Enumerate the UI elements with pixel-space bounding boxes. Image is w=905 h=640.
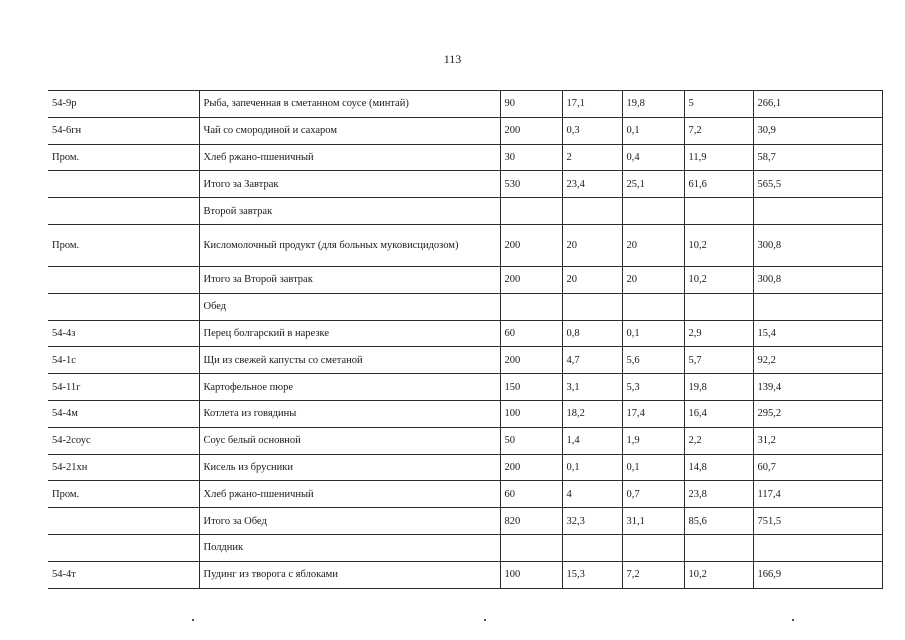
cell-fat: 0,7 bbox=[622, 481, 684, 508]
cell-weight: 150 bbox=[500, 374, 562, 401]
cell-code: 54-9р bbox=[48, 91, 199, 118]
cell-code: Пром. bbox=[48, 224, 199, 266]
cell-weight: 60 bbox=[500, 481, 562, 508]
cell-code: Пром. bbox=[48, 144, 199, 171]
cell-weight: 50 bbox=[500, 427, 562, 454]
cell-fat: 17,4 bbox=[622, 400, 684, 427]
cell-protein: 17,1 bbox=[562, 91, 622, 118]
cell-fat: 5,6 bbox=[622, 347, 684, 374]
table-row bbox=[48, 144, 882, 171]
cell-code bbox=[48, 534, 199, 561]
cell-kcal bbox=[753, 293, 882, 320]
cell-carbs: 23,8 bbox=[684, 481, 753, 508]
cell-fat: 0,1 bbox=[622, 117, 684, 144]
cell-code: 54-2соус bbox=[48, 427, 199, 454]
cell-carbs: 7,2 bbox=[684, 117, 753, 144]
cell-protein: 0,8 bbox=[562, 320, 622, 347]
cell-weight: 100 bbox=[500, 561, 562, 588]
table-row bbox=[48, 427, 882, 454]
menu-table-body bbox=[48, 91, 882, 589]
cell-carbs bbox=[684, 534, 753, 561]
cell-code: 54-6гн bbox=[48, 117, 199, 144]
cell-fat: 0,4 bbox=[622, 144, 684, 171]
cell-carbs: 11,9 bbox=[684, 144, 753, 171]
cell-name: Кисель из брусники bbox=[199, 454, 500, 481]
cell-name: Картофельное пюре bbox=[199, 374, 500, 401]
cell-carbs: 16,4 bbox=[684, 400, 753, 427]
cell-protein: 15,3 bbox=[562, 561, 622, 588]
cell-code: 54-11г bbox=[48, 374, 199, 401]
table-row bbox=[48, 374, 882, 401]
cell-protein: 1,4 bbox=[562, 427, 622, 454]
cell-protein bbox=[562, 198, 622, 225]
cell-carbs: 10,2 bbox=[684, 266, 753, 293]
cell-fat: 0,1 bbox=[622, 454, 684, 481]
cell-protein: 18,2 bbox=[562, 400, 622, 427]
cell-fat: 0,1 bbox=[622, 320, 684, 347]
table-row bbox=[48, 266, 882, 293]
cell-kcal: 751,5 bbox=[753, 508, 882, 535]
cell-fat bbox=[622, 198, 684, 225]
table-row bbox=[48, 508, 882, 535]
table-row bbox=[48, 198, 882, 225]
cell-fat: 1,9 bbox=[622, 427, 684, 454]
cell-protein: 32,3 bbox=[562, 508, 622, 535]
table-row bbox=[48, 454, 882, 481]
table-row bbox=[48, 534, 882, 561]
cell-kcal: 58,7 bbox=[753, 144, 882, 171]
cell-kcal: 166,9 bbox=[753, 561, 882, 588]
table-row bbox=[48, 320, 882, 347]
cell-kcal: 139,4 bbox=[753, 374, 882, 401]
cell-code: 54-1с bbox=[48, 347, 199, 374]
menu-table bbox=[48, 90, 883, 589]
cell-carbs: 61,6 bbox=[684, 171, 753, 198]
cell-weight: 200 bbox=[500, 117, 562, 144]
cell-name: Котлета из говядины bbox=[199, 400, 500, 427]
page-number: 113 bbox=[443, 52, 462, 66]
table-row bbox=[48, 224, 882, 266]
cell-fat: 25,1 bbox=[622, 171, 684, 198]
cell-name: Чай со смородиной и сахаром bbox=[199, 117, 500, 144]
cell-protein: 23,4 bbox=[562, 171, 622, 198]
cell-protein: 0,3 bbox=[562, 117, 622, 144]
table-row bbox=[48, 481, 882, 508]
cell-kcal: 30,9 bbox=[753, 117, 882, 144]
cell-code: 54-4з bbox=[48, 320, 199, 347]
cell-code: Пром. bbox=[48, 481, 199, 508]
cell-kcal: 31,2 bbox=[753, 427, 882, 454]
table-row bbox=[48, 293, 882, 320]
cell-weight: 530 bbox=[500, 171, 562, 198]
cell-kcal bbox=[753, 534, 882, 561]
cell-kcal: 117,4 bbox=[753, 481, 882, 508]
cell-weight: 200 bbox=[500, 454, 562, 481]
cell-name: Перец болгарский в нарезке bbox=[199, 320, 500, 347]
cell-weight: 200 bbox=[500, 224, 562, 266]
cell-fat: 31,1 bbox=[622, 508, 684, 535]
cell-kcal: 15,4 bbox=[753, 320, 882, 347]
cell-fat bbox=[622, 534, 684, 561]
cell-weight: 200 bbox=[500, 347, 562, 374]
table-row bbox=[48, 400, 882, 427]
cell-fat: 20 bbox=[622, 224, 684, 266]
cell-name: Итого за Завтрак bbox=[199, 171, 500, 198]
cell-name: Обед bbox=[199, 293, 500, 320]
cell-fat: 7,2 bbox=[622, 561, 684, 588]
cell-weight: 100 bbox=[500, 400, 562, 427]
cell-weight bbox=[500, 198, 562, 225]
cell-code bbox=[48, 266, 199, 293]
cell-fat: 20 bbox=[622, 266, 684, 293]
cell-name: Рыба, запеченная в сметанном соусе (минтай) bbox=[199, 91, 500, 118]
cell-name: Щи из свежей капусты со сметаной bbox=[199, 347, 500, 374]
cell-name: Пудинг из творога с яблоками bbox=[199, 561, 500, 588]
table-row bbox=[48, 117, 882, 144]
cell-protein: 20 bbox=[562, 224, 622, 266]
cell-kcal: 92,2 bbox=[753, 347, 882, 374]
cell-carbs: 5,7 bbox=[684, 347, 753, 374]
cell-carbs: 5 bbox=[684, 91, 753, 118]
cell-name: Соус белый основной bbox=[199, 427, 500, 454]
cell-carbs: 2,9 bbox=[684, 320, 753, 347]
cell-fat: 19,8 bbox=[622, 91, 684, 118]
cell-protein: 4,7 bbox=[562, 347, 622, 374]
cell-weight bbox=[500, 534, 562, 561]
cell-kcal: 60,7 bbox=[753, 454, 882, 481]
cell-weight: 90 bbox=[500, 91, 562, 118]
cell-kcal: 295,2 bbox=[753, 400, 882, 427]
cell-kcal bbox=[753, 198, 882, 225]
cell-name: Второй завтрак bbox=[199, 198, 500, 225]
cell-kcal: 300,8 bbox=[753, 224, 882, 266]
cell-code: 54-21хн bbox=[48, 454, 199, 481]
cell-protein bbox=[562, 534, 622, 561]
cell-code bbox=[48, 198, 199, 225]
cell-kcal: 266,1 bbox=[753, 91, 882, 118]
cell-protein: 4 bbox=[562, 481, 622, 508]
cell-name: Итого за Второй завтрак bbox=[199, 266, 500, 293]
table-row bbox=[48, 347, 882, 374]
cell-protein: 2 bbox=[562, 144, 622, 171]
scan-marks bbox=[0, 619, 905, 627]
cell-protein: 20 bbox=[562, 266, 622, 293]
cell-carbs bbox=[684, 198, 753, 225]
cell-carbs: 85,6 bbox=[684, 508, 753, 535]
cell-weight bbox=[500, 293, 562, 320]
cell-weight: 30 bbox=[500, 144, 562, 171]
table-row bbox=[48, 91, 882, 118]
cell-code: 54-4м bbox=[48, 400, 199, 427]
table-row bbox=[48, 561, 882, 588]
cell-name: Итого за Обед bbox=[199, 508, 500, 535]
cell-kcal: 300,8 bbox=[753, 266, 882, 293]
table-row bbox=[48, 171, 882, 198]
cell-carbs: 19,8 bbox=[684, 374, 753, 401]
cell-weight: 200 bbox=[500, 266, 562, 293]
cell-weight: 60 bbox=[500, 320, 562, 347]
cell-carbs bbox=[684, 293, 753, 320]
cell-fat bbox=[622, 293, 684, 320]
cell-name: Хлеб ржано-пшеничный bbox=[199, 144, 500, 171]
cell-carbs: 10,2 bbox=[684, 561, 753, 588]
cell-code bbox=[48, 293, 199, 320]
cell-kcal: 565,5 bbox=[753, 171, 882, 198]
cell-fat: 5,3 bbox=[622, 374, 684, 401]
cell-protein: 3,1 bbox=[562, 374, 622, 401]
cell-code bbox=[48, 508, 199, 535]
cell-code bbox=[48, 171, 199, 198]
cell-name: Кисломолочный продукт (для больных муковисцидозом) bbox=[199, 224, 500, 266]
cell-name: Хлеб ржано-пшеничный bbox=[199, 481, 500, 508]
cell-protein: 0,1 bbox=[562, 454, 622, 481]
cell-weight: 820 bbox=[500, 508, 562, 535]
cell-carbs: 2,2 bbox=[684, 427, 753, 454]
cell-protein bbox=[562, 293, 622, 320]
cell-carbs: 10,2 bbox=[684, 224, 753, 266]
cell-name: Полдник bbox=[199, 534, 500, 561]
cell-carbs: 14,8 bbox=[684, 454, 753, 481]
cell-code: 54-4т bbox=[48, 561, 199, 588]
